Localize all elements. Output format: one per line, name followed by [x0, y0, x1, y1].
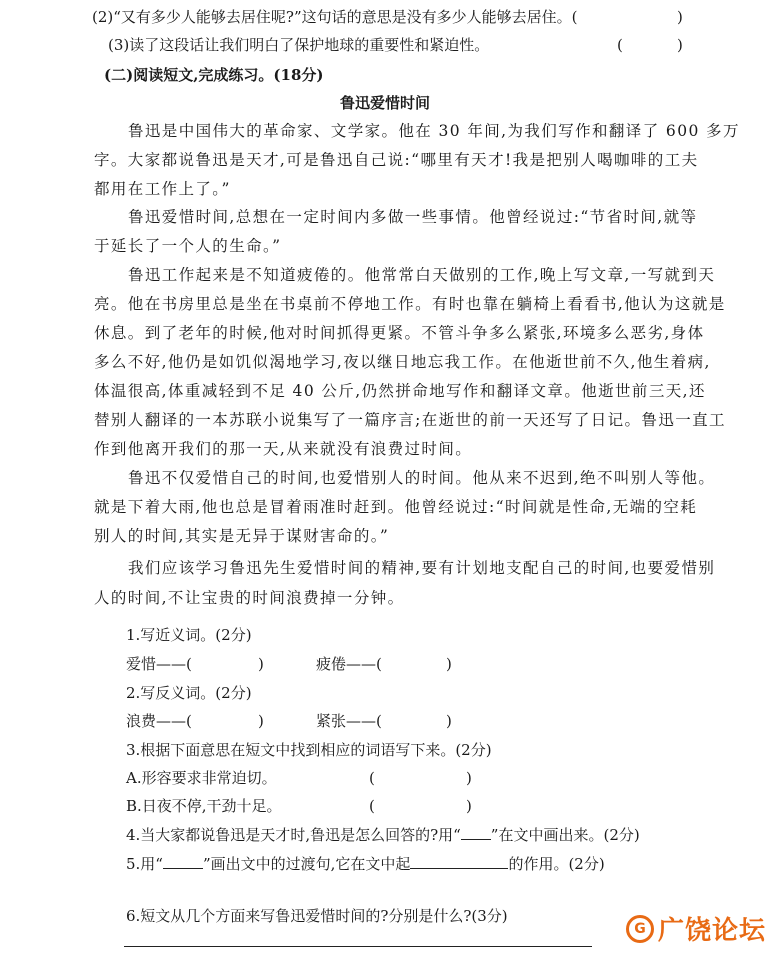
exercise-3-item-a: A.形容要求非常迫切。 — [126, 769, 277, 787]
exercise-4-prefix: 4.当大家都说鲁迅是天才时,鲁迅是怎么回答的?用“ — [126, 826, 461, 844]
exercise-3-item-a-close: ) — [466, 769, 472, 787]
passage-line: 人的时间,不让宝贵的时间浪费掉一分钟。 — [94, 589, 405, 607]
passage-line: 鲁迅是中国伟大的革命家、文学家。他在 30 年间,为我们写作和翻译了 600 多万 — [128, 122, 740, 140]
watermark-logo-icon: G — [626, 915, 654, 943]
section-heading: (二)阅读短文,完成练习。(18分) — [104, 66, 324, 84]
exercise-5-underline-sample — [163, 856, 203, 869]
exercise-5-suffix: 的作用。(2分) — [508, 855, 605, 873]
exercise-1-item-b-close: ) — [446, 655, 452, 673]
passage-line: 都用在工作上了。” — [94, 180, 231, 198]
watermark — [626, 910, 766, 947]
passage-line: 鲁迅爱惜时间,总想在一定时间内多做一些事情。他曾经说过:“节省时间,就等 — [128, 208, 698, 226]
passage-line: 替别人翻译的一本苏联小说集写了一篇序言;在逝世的前一天还写了日记。鲁迅一直工 — [94, 411, 726, 429]
exercise-2-item-a-close: ) — [258, 712, 264, 730]
question-3-text: (3)读了这段话让我们明白了保护地球的重要性和紧迫性。 — [108, 36, 490, 54]
exercise-5-prefix: 5.用“ — [126, 855, 163, 873]
exercise-1-heading: 1.写近义词。(2分) — [126, 626, 252, 644]
exercise-4-text — [126, 826, 640, 844]
passage-line: 于延长了一个人的生命。” — [94, 237, 282, 255]
exercise-3-item-a-open: ( — [369, 769, 375, 787]
passage-line: 就是下着大雨,他也总是冒着雨准时赶到。他曾经说过:“时间就是性命,无端的空耗 — [94, 498, 698, 516]
watermark-text: 广饶论坛 — [657, 916, 766, 946]
passage-line: 亮。他在书房里总是坐在书桌前不停地工作。有时也靠在躺椅上看看书,他认为这就是 — [94, 295, 726, 313]
exercise-6-answer-line[interactable] — [124, 946, 592, 947]
exercise-3-item-b-close: ) — [466, 797, 472, 815]
question-2-text: (2)“又有多少人能够去居住呢?”这句话的意思是没有多少人能够去居住。( — [92, 8, 578, 26]
exercise-1-item-a: 爱惜——( — [126, 655, 192, 673]
exercise-3-item-b: B.日夜不停,干劲十足。 — [126, 797, 282, 815]
passage-line: 鲁迅不仅爱惜自己的时间,也爱惜别人的时间。他从来不迟到,绝不叫别人等他。 — [128, 469, 716, 487]
passage-line: 作到他离开我们的那一天,从来就没有浪费过时间。 — [94, 440, 473, 458]
exercise-1-item-a-close: ) — [258, 655, 264, 673]
exercise-1-item-b: 疲倦——( — [316, 655, 382, 673]
exercise-4-underline-sample — [461, 827, 491, 840]
passage-title: 鲁迅爱惜时间 — [340, 94, 431, 112]
passage-line: 休息。到了老年的时候,他对时间抓得更紧。不管斗争多么紧张,环境多么恶劣,身体 — [94, 324, 705, 342]
exercise-5-text — [126, 855, 605, 873]
question-3-close-paren: ) — [677, 36, 683, 54]
passage-line: 鲁迅工作起来是不知道疲倦的。他常常白天做别的工作,晚上写文章,一写就到天 — [128, 266, 716, 284]
exercise-6-text: 6.短文从几个方面来写鲁迅爱惜时间的?分别是什么?(3分) — [126, 907, 508, 925]
question-3-open-paren: ( — [617, 36, 623, 54]
passage-line: 别人的时间,其实是无异于谋财害命的。” — [94, 527, 390, 545]
passage-line: 体温很高,体重减轻到不足 40 公斤,仍然拼命地写作和翻译文章。他逝世前三天,还 — [94, 382, 706, 400]
passage-line: 多么不好,他仍是如饥似渴地学习,夜以继日地忘我工作。在他逝世前不久,他生着病, — [94, 353, 711, 371]
passage-line: 字。大家都说鲁迅是天才,可是鲁迅自己说:“哪里有天才!我是把别人喝咖啡的工夫 — [94, 151, 699, 169]
exercise-2-item-b-close: ) — [446, 712, 452, 730]
exercise-3-heading: 3.根据下面意思在短文中找到相应的词语写下来。(2分) — [126, 741, 492, 759]
exercise-3-item-b-open: ( — [369, 797, 375, 815]
exercise-5-middle: ”画出文中的过渡句,它在文中起 — [202, 855, 411, 873]
exercise-2-heading: 2.写反义词。(2分) — [126, 684, 252, 702]
passage-line: 我们应该学习鲁迅先生爱惜时间的精神,要有计划地支配自己的时间,也要爱惜别 — [128, 559, 716, 577]
exercise-5-answer-blank[interactable] — [410, 856, 508, 869]
exercise-4-suffix: ”在文中画出来。(2分) — [490, 826, 640, 844]
exercise-2-item-b: 紧张——( — [316, 712, 382, 730]
question-2-close-paren: ) — [677, 8, 683, 26]
exercise-2-item-a: 浪费——( — [126, 712, 192, 730]
